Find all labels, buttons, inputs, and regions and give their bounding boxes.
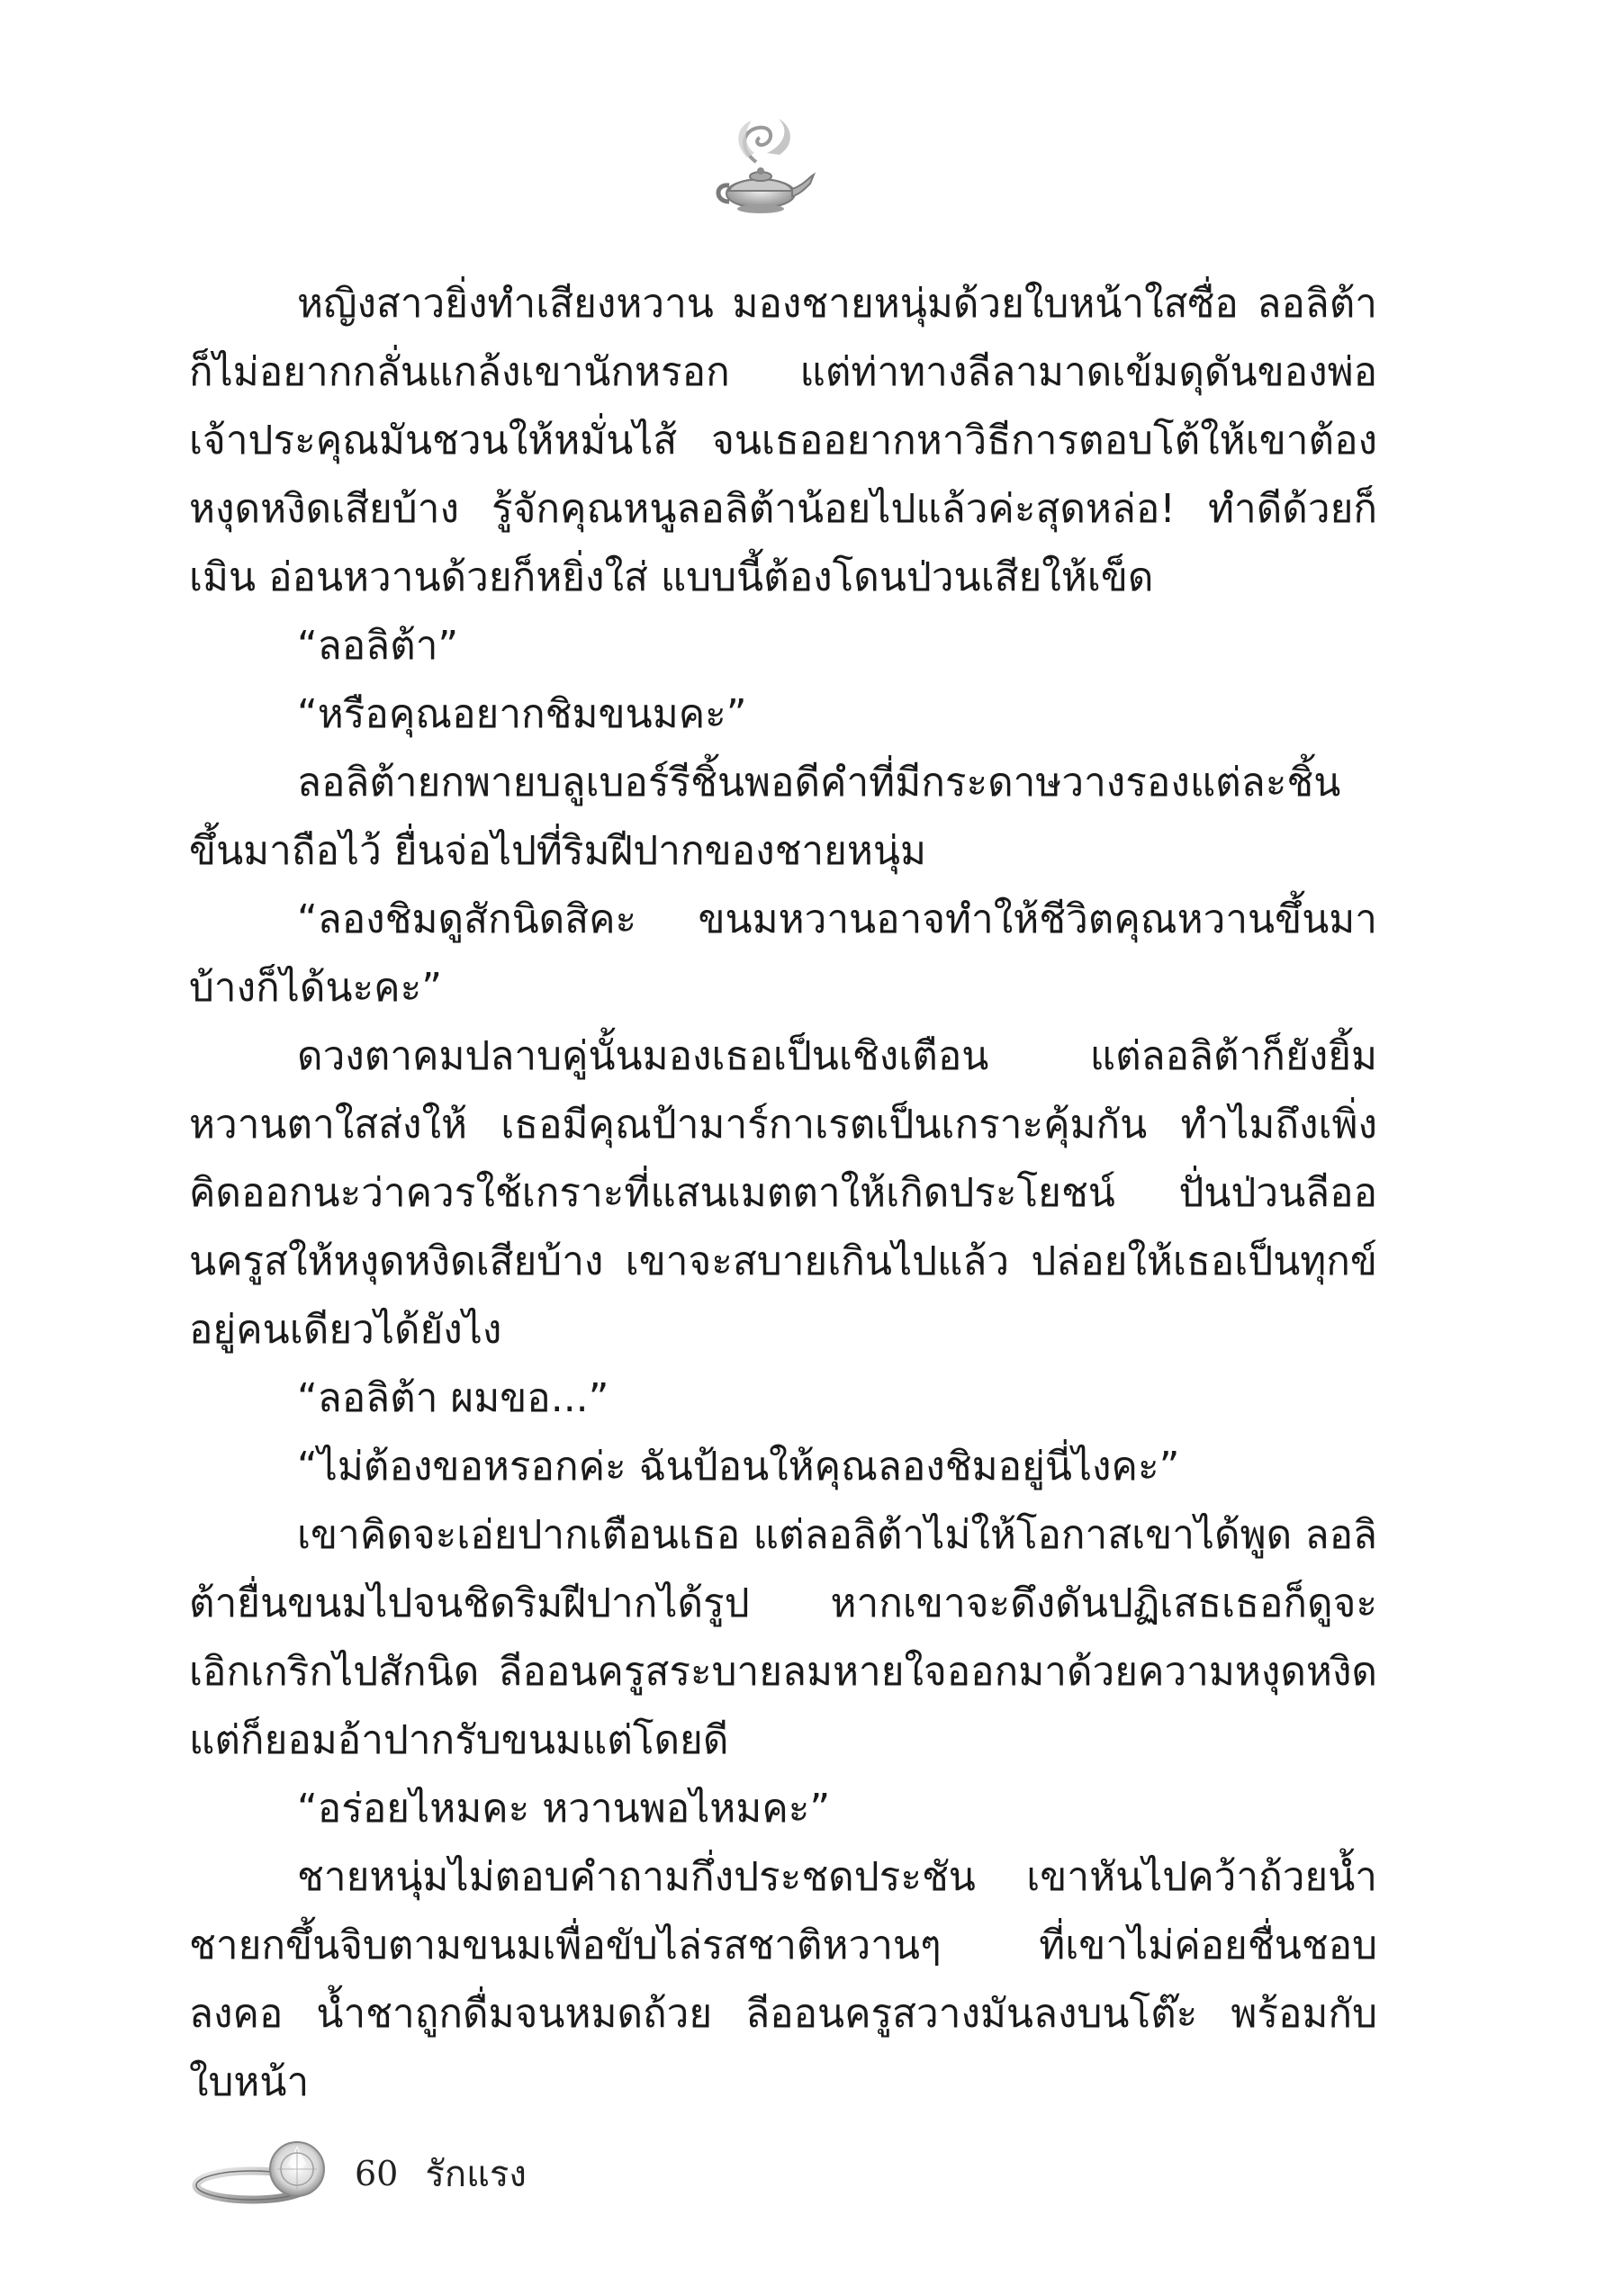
paragraph: “หรือคุณอยากชิมขนมคะ” (297, 691, 747, 737)
paragraph: “ลอลิต้า” (297, 623, 459, 669)
paragraph: “ลอลิต้า ผมขอ...” (297, 1375, 609, 1421)
body-text (189, 270, 1377, 2117)
teapot-ornament-icon (702, 108, 819, 225)
paragraph: หญิงสาวยิ่งทำเสียงหวาน มองชายหนุ่มด้วยใบหน้าใสซื่อ ลอลิต้าก็ไม่อยากกลั่นแกล้งเขานักหรอก แต่ท่าทางลีลามาดเข้มดุดันของพ่อเจ้าประคุณมันชวนให้หมั่นไส้ จนเธออยากหาวิธีการตอบโต้ให้เขาต้องหงุดหงิดเสียบ้าง รู้จักคุณหนูลอลิต้าน้อยไปแล้วค่ะสุดหล่อ! ทำดีด้วยก็เมิน อ่อนหวานด้วยก็หยิ่งใส่ แบบนี้ต้องโดนป่วนเสียให้เข็ด (189, 281, 1377, 600)
paragraph: “อร่อยไหมคะ หวานพอไหมคะ” (297, 1786, 831, 1832)
page-number: 60 (355, 2154, 399, 2193)
paragraph: ดวงตาคมปลาบคู่นั้นมองเธอเป็นเชิงเตือน แต่ลอลิต้าก็ยังยิ้มหวานตาใสส่งให้ เธอมีคุณป้ามาร์กาเรตเป็นเกราะคุ้มกัน ทำไมถึงเพิ่งคิดออกนะว่าควรใช้เกราะที่แสนเมตตาให้เกิดประโยชน์ ปั่นป่วนลีออนครูสให้หงุดหงิดเสียบ้าง เขาจะสบายเกินไปแล้ว ปล่อยให้เธอเป็นทุกข์อยู่คนเดียวได้ยังไง (189, 1033, 1377, 1353)
paragraph: ลอลิต้ายกพายบลูเบอร์รีชิ้นพอดีคำที่มีกระดาษวางรองแต่ละชิ้นขึ้นมาถือไว้ ยื่นจ่อไปที่ริมฝีปากของชายหนุ่ม (189, 760, 1341, 874)
paragraph: เขาคิดจะเอ่ยปากเตือนเธอ แต่ลอลิต้าไม่ให้โอกาสเขาได้พูด ลอลิต้ายื่นขนมไปจนชิดริมฝีปากได้รูป หากเขาจะดึงดันปฏิเสธเธอก็ดูจะเอิกเกริกไปสักนิด ลีออนครูสระบายลมหายใจออกมาด้วยความหงุดหงิด แต่ก็ยอมอ้าปากรับขนมแต่โดยดี (189, 1512, 1377, 1763)
paragraph: “ไม่ต้องขอหรอกค่ะ ฉันป้อนให้คุณลองชิมอยู่นี่ไงคะ” (297, 1444, 1180, 1490)
book-title: รักแรง (425, 2154, 527, 2195)
diamond-ring-icon (189, 2133, 342, 2214)
page-footer (189, 2124, 729, 2223)
paragraph: “ลองชิมดูสักนิดสิคะ ขนมหวานอาจทำให้ชีวิตคุณหวานขึ้นมาบ้างก็ได้นะคะ” (189, 896, 1377, 1011)
paragraph: ชายหนุ่มไม่ตอบคำถามกึ่งประชดประชัน เขาหันไปคว้าถ้วยน้ำชายกขึ้นจิบตามขนมเพื่อขับไล่รสชาติหวานๆ ที่เขาไม่ค่อยชื่นชอบลงคอ น้ำชาถูกดื่มจนหมดถ้วย ลีออนครูสวางมันลงบนโต๊ะ พร้อมกับใบหน้า (189, 1854, 1377, 2105)
